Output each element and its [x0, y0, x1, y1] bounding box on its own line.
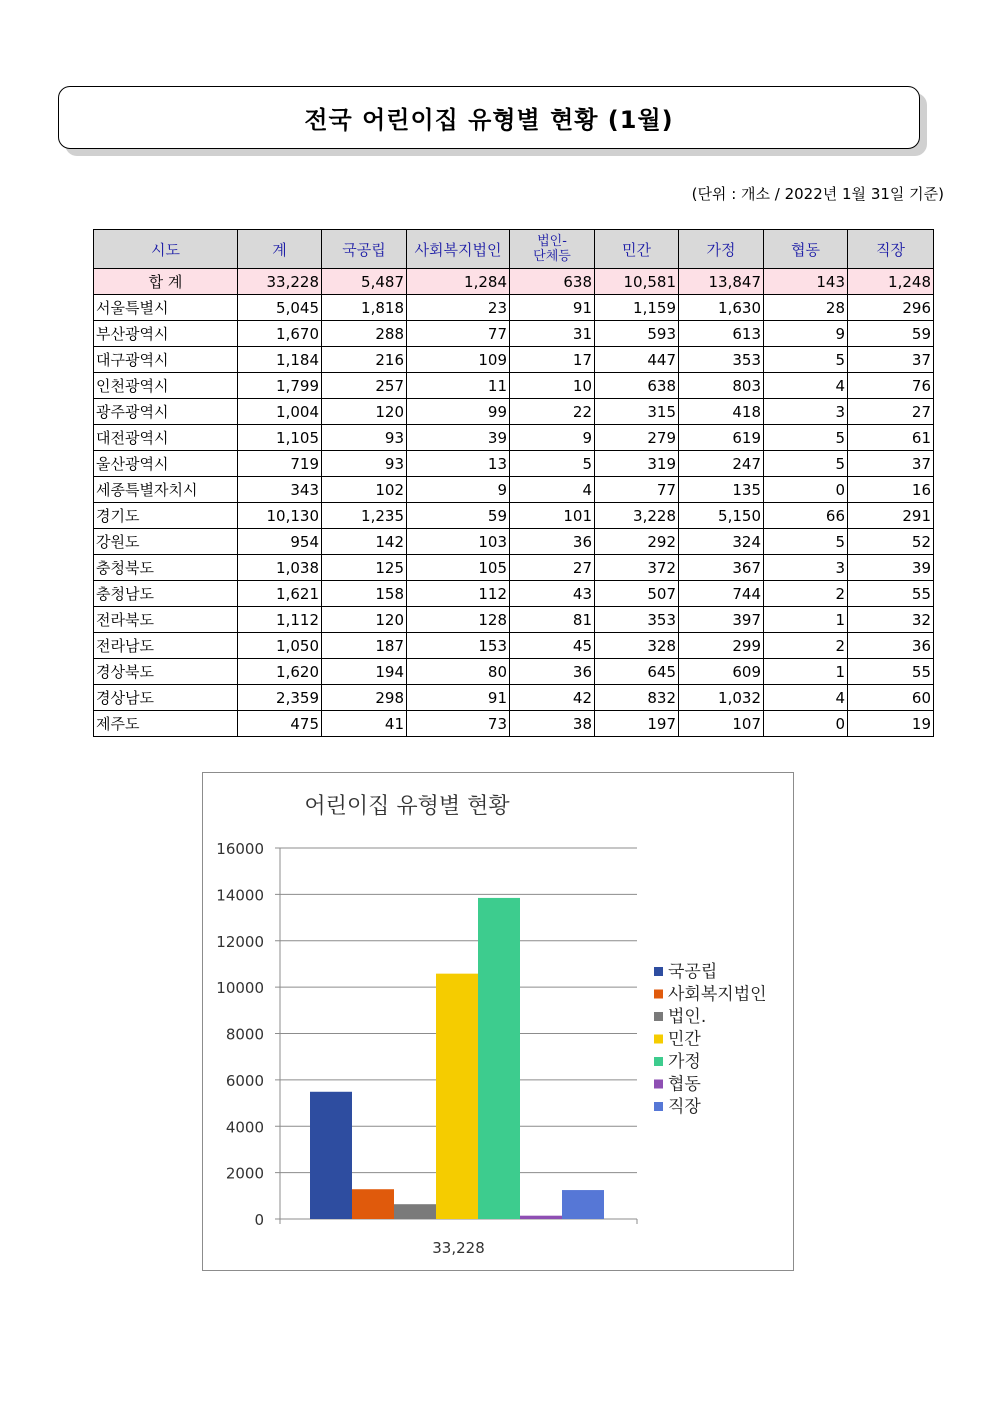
table-cell: 0 — [764, 711, 848, 737]
table-row — [94, 633, 934, 659]
table-cell: 447 — [595, 347, 679, 373]
table-row — [94, 373, 934, 399]
table-cell: 36 — [848, 633, 934, 659]
legend-swatch — [654, 1057, 663, 1066]
table-cell: 128 — [407, 607, 510, 633]
table-cell: 93 — [322, 451, 407, 477]
total-cell: 5,487 — [322, 269, 407, 295]
table-cell: 367 — [679, 555, 764, 581]
total-label: 합 계 — [94, 269, 238, 295]
table-cell: 120 — [322, 607, 407, 633]
table-cell: 45 — [510, 633, 595, 659]
table-cell: 4 — [764, 373, 848, 399]
table-cell: 107 — [679, 711, 764, 737]
table-cell: 638 — [595, 373, 679, 399]
table-cell: 135 — [679, 477, 764, 503]
chart-title: 어린이집 유형별 현황 — [304, 794, 510, 819]
table-cell: 1,670 — [238, 321, 322, 347]
table-cell: 81 — [510, 607, 595, 633]
table-cell: 1,184 — [238, 347, 322, 373]
table-cell: 103 — [407, 529, 510, 555]
table-cell: 1,235 — [322, 503, 407, 529]
table-cell: 55 — [848, 659, 934, 685]
table-cell: 73 — [407, 711, 510, 737]
table-cell: 80 — [407, 659, 510, 685]
total-cell: 1,248 — [848, 269, 934, 295]
region-name: 전라남도 — [94, 633, 238, 659]
table-cell: 744 — [679, 581, 764, 607]
header-cell: 직장 — [848, 230, 934, 269]
region-name: 제주도 — [94, 711, 238, 737]
page-title: 전국 어린이집 유형별 현황 (1월) — [304, 106, 674, 134]
table-cell: 112 — [407, 581, 510, 607]
region-name: 충청남도 — [94, 581, 238, 607]
region-name: 대전광역시 — [94, 425, 238, 451]
region-name: 대구광역시 — [94, 347, 238, 373]
bar-6 — [520, 1216, 562, 1219]
table-cell: 299 — [679, 633, 764, 659]
table-cell: 187 — [322, 633, 407, 659]
table-cell: 507 — [595, 581, 679, 607]
table-cell: 328 — [595, 633, 679, 659]
table-cell: 28 — [764, 295, 848, 321]
legend-label: 직장 — [668, 1097, 701, 1117]
table-cell: 11 — [407, 373, 510, 399]
stats-table — [93, 229, 934, 737]
legend-label: 가정 — [668, 1052, 701, 1072]
x-tick-label: 33,228 — [432, 1239, 485, 1257]
table-cell: 39 — [407, 425, 510, 451]
bar-1 — [310, 1092, 352, 1219]
table-row — [94, 659, 934, 685]
table-cell: 216 — [322, 347, 407, 373]
table-cell: 418 — [679, 399, 764, 425]
legend-swatch — [654, 1102, 663, 1111]
table-cell: 99 — [407, 399, 510, 425]
table-cell: 4 — [764, 685, 848, 711]
header-cell: 민간 — [595, 230, 679, 269]
table-cell: 353 — [595, 607, 679, 633]
table-cell: 3 — [764, 555, 848, 581]
table-cell: 319 — [595, 451, 679, 477]
table-row — [94, 685, 934, 711]
y-tick-label: 16000 — [216, 840, 264, 858]
table-cell: 194 — [322, 659, 407, 685]
bar-5 — [478, 898, 520, 1219]
legend-swatch — [654, 990, 663, 999]
table-cell: 5 — [510, 451, 595, 477]
table-cell: 43 — [510, 581, 595, 607]
bar-chart — [203, 773, 795, 1272]
table-cell: 372 — [595, 555, 679, 581]
unit-note: (단위 : 개소 / 2022년 1월 31일 기준) — [691, 185, 944, 203]
table-row — [94, 425, 934, 451]
region-name: 경상북도 — [94, 659, 238, 685]
table-cell: 38 — [510, 711, 595, 737]
table-row — [94, 477, 934, 503]
table-cell: 0 — [764, 477, 848, 503]
header-cell: 시도 — [94, 230, 238, 269]
table-cell: 3,228 — [595, 503, 679, 529]
table-cell: 102 — [322, 477, 407, 503]
table-cell: 1,038 — [238, 555, 322, 581]
region-name: 울산광역시 — [94, 451, 238, 477]
table-cell: 153 — [407, 633, 510, 659]
bar-3 — [394, 1204, 436, 1219]
table-cell: 91 — [407, 685, 510, 711]
table-cell: 1,032 — [679, 685, 764, 711]
table-header-row — [94, 230, 934, 269]
table-row — [94, 529, 934, 555]
y-tick-label: 14000 — [216, 886, 264, 905]
region-name: 부산광역시 — [94, 321, 238, 347]
table-cell: 13 — [407, 451, 510, 477]
y-tick-label: 4000 — [225, 1118, 264, 1137]
legend-swatch — [654, 1035, 663, 1044]
header-cell: 법인- 단체등 — [510, 230, 595, 269]
y-tick-label: 6000 — [225, 1071, 264, 1090]
table-cell: 120 — [322, 399, 407, 425]
region-name: 충청북도 — [94, 555, 238, 581]
header-cell: 가정 — [679, 230, 764, 269]
bar-4 — [436, 974, 478, 1219]
table-cell: 52 — [848, 529, 934, 555]
table-cell: 39 — [848, 555, 934, 581]
table-cell: 27 — [510, 555, 595, 581]
table-cell: 32 — [848, 607, 934, 633]
table-cell: 109 — [407, 347, 510, 373]
table-cell: 66 — [764, 503, 848, 529]
table-cell: 247 — [679, 451, 764, 477]
table-row — [94, 555, 934, 581]
legend-swatch — [654, 967, 663, 976]
table-cell: 593 — [595, 321, 679, 347]
total-row — [94, 269, 934, 295]
table-cell: 1,112 — [238, 607, 322, 633]
total-cell: 33,228 — [238, 269, 322, 295]
table-cell: 9 — [407, 477, 510, 503]
table-cell: 353 — [679, 347, 764, 373]
table-cell: 158 — [322, 581, 407, 607]
bar-2 — [352, 1189, 394, 1219]
table-cell: 2 — [764, 581, 848, 607]
total-cell: 143 — [764, 269, 848, 295]
table-cell: 60 — [848, 685, 934, 711]
table-cell: 279 — [595, 425, 679, 451]
table-cell: 4 — [510, 477, 595, 503]
table-cell: 257 — [322, 373, 407, 399]
table-cell: 1,799 — [238, 373, 322, 399]
table-cell: 475 — [238, 711, 322, 737]
table-cell: 5 — [764, 347, 848, 373]
table-cell: 77 — [595, 477, 679, 503]
table-cell: 9 — [510, 425, 595, 451]
table-cell: 93 — [322, 425, 407, 451]
table-cell: 1 — [764, 659, 848, 685]
table-cell: 197 — [595, 711, 679, 737]
table-cell: 3 — [764, 399, 848, 425]
table-cell: 1,621 — [238, 581, 322, 607]
table-cell: 2,359 — [238, 685, 322, 711]
table-cell: 9 — [764, 321, 848, 347]
table-cell: 61 — [848, 425, 934, 451]
total-cell: 638 — [510, 269, 595, 295]
table-cell: 17 — [510, 347, 595, 373]
header-cell: 협동 — [764, 230, 848, 269]
table-row — [94, 581, 934, 607]
table-row — [94, 607, 934, 633]
header-cell: 사회복지법인 — [407, 230, 510, 269]
table-cell: 291 — [848, 503, 934, 529]
region-name: 광주광역시 — [94, 399, 238, 425]
table-cell: 59 — [407, 503, 510, 529]
table-cell: 292 — [595, 529, 679, 555]
legend-label: 협동 — [668, 1074, 701, 1095]
table-row — [94, 295, 934, 321]
table-cell: 296 — [848, 295, 934, 321]
table-cell: 2 — [764, 633, 848, 659]
table-cell: 76 — [848, 373, 934, 399]
table-cell: 645 — [595, 659, 679, 685]
table-cell: 105 — [407, 555, 510, 581]
region-name: 전라북도 — [94, 607, 238, 633]
table-cell: 613 — [679, 321, 764, 347]
table-cell: 27 — [848, 399, 934, 425]
table-cell: 5 — [764, 451, 848, 477]
table-cell: 101 — [510, 503, 595, 529]
table-cell: 36 — [510, 659, 595, 685]
table-cell: 298 — [322, 685, 407, 711]
table-cell: 609 — [679, 659, 764, 685]
table-cell: 1,818 — [322, 295, 407, 321]
table-cell: 1,159 — [595, 295, 679, 321]
table-row — [94, 399, 934, 425]
table-cell: 125 — [322, 555, 407, 581]
table-cell: 42 — [510, 685, 595, 711]
legend-label: 사회복지법인 — [668, 984, 767, 1005]
table-cell: 31 — [510, 321, 595, 347]
table-cell: 37 — [848, 451, 934, 477]
table-cell: 23 — [407, 295, 510, 321]
region-name: 서울특별시 — [94, 295, 238, 321]
title-box — [58, 86, 920, 149]
y-tick-label: 12000 — [216, 932, 264, 951]
table-cell: 719 — [238, 451, 322, 477]
table-cell: 5,045 — [238, 295, 322, 321]
region-name: 인천광역시 — [94, 373, 238, 399]
table-cell: 1,004 — [238, 399, 322, 425]
legend-label: 법인. — [668, 1007, 707, 1027]
table-cell: 315 — [595, 399, 679, 425]
table-cell: 397 — [679, 607, 764, 633]
table-cell: 288 — [322, 321, 407, 347]
table-cell: 36 — [510, 529, 595, 555]
table-cell: 803 — [679, 373, 764, 399]
table-cell: 1 — [764, 607, 848, 633]
table-cell: 10 — [510, 373, 595, 399]
table-cell: 91 — [510, 295, 595, 321]
table-cell: 324 — [679, 529, 764, 555]
table-row — [94, 503, 934, 529]
table-cell: 77 — [407, 321, 510, 347]
table-cell: 954 — [238, 529, 322, 555]
legend-swatch — [654, 1012, 663, 1021]
y-tick-label: 0 — [254, 1211, 264, 1229]
table-cell: 16 — [848, 477, 934, 503]
region-name: 강원도 — [94, 529, 238, 555]
total-cell: 10,581 — [595, 269, 679, 295]
table-cell: 10,130 — [238, 503, 322, 529]
table-cell: 5 — [764, 425, 848, 451]
region-name: 경기도 — [94, 503, 238, 529]
bar-7 — [562, 1190, 604, 1219]
chart-frame — [202, 772, 794, 1271]
table-row — [94, 711, 934, 737]
table-cell: 59 — [848, 321, 934, 347]
total-cell: 13,847 — [679, 269, 764, 295]
table-cell: 343 — [238, 477, 322, 503]
table-row — [94, 321, 934, 347]
y-tick-label: 10000 — [216, 979, 264, 998]
table-cell: 1,630 — [679, 295, 764, 321]
y-tick-label: 8000 — [225, 1025, 264, 1044]
table-cell: 5 — [764, 529, 848, 555]
table-cell: 37 — [848, 347, 934, 373]
table-cell: 22 — [510, 399, 595, 425]
legend-label: 국공립 — [668, 962, 718, 982]
table-cell: 19 — [848, 711, 934, 737]
table-cell: 142 — [322, 529, 407, 555]
table-cell: 619 — [679, 425, 764, 451]
legend-label: 민간 — [668, 1029, 701, 1050]
table-cell: 1,050 — [238, 633, 322, 659]
header-cell: 국공립 — [322, 230, 407, 269]
table-cell: 41 — [322, 711, 407, 737]
table-cell: 1,105 — [238, 425, 322, 451]
region-name: 경상남도 — [94, 685, 238, 711]
table-cell: 5,150 — [679, 503, 764, 529]
table-cell: 832 — [595, 685, 679, 711]
total-cell: 1,284 — [407, 269, 510, 295]
table-row — [94, 451, 934, 477]
table-row — [94, 347, 934, 373]
header-cell: 계 — [238, 230, 322, 269]
y-tick-label: 2000 — [225, 1164, 264, 1183]
table-cell: 55 — [848, 581, 934, 607]
region-name: 세종특별자치시 — [94, 477, 238, 503]
legend-swatch — [654, 1080, 663, 1089]
table-cell: 1,620 — [238, 659, 322, 685]
